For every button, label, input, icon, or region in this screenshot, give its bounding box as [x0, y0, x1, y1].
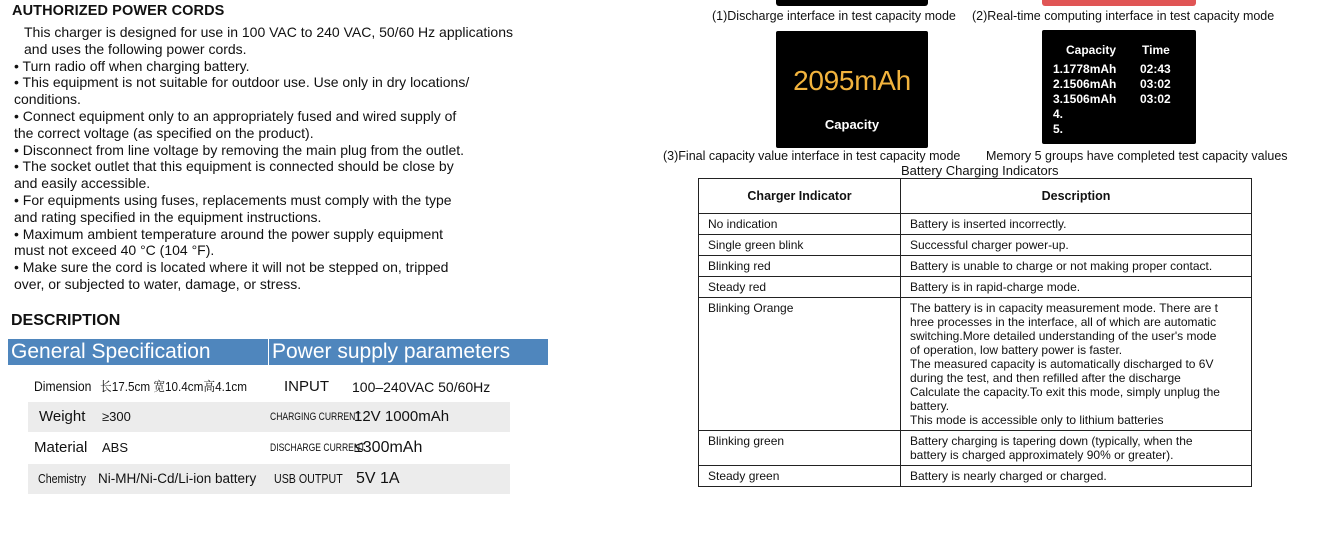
indicator-name: Steady red — [699, 277, 901, 298]
indicator-row — [699, 277, 1252, 298]
cords-bullet-line: and easily accessible. — [14, 175, 151, 192]
authorized-cords-title: AUTHORIZED POWER CORDS — [12, 3, 225, 19]
cords-bullet-line: over, or subjected to water, damage, or stress. — [14, 275, 302, 292]
memory-capacity-screen — [1042, 30, 1196, 144]
indicator-description — [901, 214, 1252, 235]
spec-key: Material — [34, 439, 88, 456]
memory-capacity-value: 2.1506mAh — [1053, 77, 1117, 91]
cords-intro-line: This charger is designed for use in 100 VAC to 240 VAC, 50/60 Hz applications — [24, 24, 513, 40]
power-value: ≤300mAh — [354, 439, 423, 456]
previous-screen-edge — [1042, 0, 1196, 6]
indicator-name: No indication — [699, 214, 901, 235]
spec-row — [28, 433, 510, 463]
power-key: DISCHARGE CURRENT — [270, 442, 366, 454]
power-value: 12V 1000mAh — [354, 408, 450, 425]
power-supply-header: Power supply parameters — [269, 339, 548, 365]
spec-row — [28, 402, 510, 432]
indicator-description-line: Battery is inserted incorrectly. — [910, 217, 1067, 231]
cords-bullet-line: • This equipment is not suitable for outdoor use. Use only in dry locations/ — [14, 74, 470, 91]
previous-screen-edge — [776, 0, 928, 6]
cords-bullet-line: must not exceed 40 °C (104 °F). — [14, 242, 215, 259]
capacity-interface-label: Memory 5 groups have completed test capacity values — [986, 149, 1288, 163]
description-title: DESCRIPTION — [11, 312, 121, 329]
general-specification-header: General Specification — [8, 339, 268, 365]
indicator-description-line: Battery is unable to charge or not making proper contact. — [910, 259, 1213, 273]
cords-bullet-line: • Make sure the cord is located where it will not be stepped on, tripped — [14, 259, 449, 276]
indicator-description — [901, 298, 1252, 431]
authorized-cords-body — [14, 24, 574, 293]
indicator-description-line: The measured capacity is automatically discharged to 6V — [910, 357, 1214, 371]
power-key: CHARGING CURRENT — [270, 411, 361, 423]
indicators-title: Battery Charging Indicators — [901, 163, 1059, 178]
cords-bullet-line: • Maximum ambient temperature around the power supply equipment — [14, 225, 444, 242]
indicator-description-line: battery is charged approximately 90% or greater). — [910, 448, 1174, 462]
indicator-description-line: battery. — [910, 399, 950, 413]
indicator-description-line: Calculate the capacity.To exit this mode, simply unplug the — [910, 385, 1220, 399]
spec-row — [28, 372, 510, 402]
spec-value: Ni-MH/Ni-Cd/Li-ion battery — [98, 471, 257, 486]
indicator-description — [901, 277, 1252, 298]
cords-bullet-line: the correct voltage (as specified on the product). — [14, 124, 314, 141]
final-capacity-screen — [776, 31, 928, 148]
indicator-description-line: of operation, low battery power is faster. — [910, 343, 1123, 357]
memory-capacity-value: 4. — [1053, 107, 1064, 121]
spec-value: ABS — [102, 440, 129, 455]
memory-time-value: 03:02 — [1140, 92, 1171, 106]
cords-intro-line: and uses the following power cords. — [24, 40, 247, 57]
indicator-name: Blinking Orange — [699, 298, 901, 431]
indicator-row — [699, 256, 1252, 277]
spec-value: 长17.5cm 宽10.4cm高4.1cm — [100, 379, 247, 394]
cords-bullet-line: conditions. — [14, 91, 81, 108]
memory-time-value: 03:02 — [1140, 77, 1171, 91]
indicators-table — [698, 178, 1252, 487]
indicator-row — [699, 235, 1252, 256]
indicator-description-line: Successful charger power-up. — [910, 238, 1069, 252]
indicator-description-line: during the test, and then refilled after the discharge — [910, 371, 1181, 385]
cords-bullet-line: • Connect equipment only to an appropriately fused and wired supply of — [14, 107, 457, 124]
memory-time-value: 02:43 — [1140, 62, 1171, 76]
spec-key: Chemistry — [38, 471, 86, 486]
indicator-description-line: switching.More detailed understanding of the user's mode — [910, 329, 1217, 343]
indicator-row — [699, 214, 1252, 235]
indicator-row — [699, 431, 1252, 466]
indicator-description-line: hree processes in the interface, all of which are automatic — [910, 315, 1217, 329]
indicator-description — [901, 235, 1252, 256]
indicator-name: Single green blink — [699, 235, 901, 256]
indicator-name: Blinking green — [699, 431, 901, 466]
power-value: 5V 1A — [356, 470, 400, 487]
spec-value: ≥300 — [102, 409, 131, 424]
power-key: USB OUTPUT — [274, 471, 343, 486]
indicator-description-line: This mode is accessible only to lithium batteries — [910, 413, 1164, 427]
memory-header-time: Time — [1142, 43, 1170, 57]
indicators-body — [699, 214, 1252, 487]
capacity-value: 2095mAh — [793, 65, 911, 96]
capacity-interface-label: (3)Final capacity value interface in test capacity mode — [663, 149, 961, 163]
memory-capacity-value: 5. — [1053, 122, 1064, 136]
cords-bullet-line: • Turn radio off when charging battery. — [14, 57, 250, 74]
cords-bullet-list — [14, 58, 574, 293]
column-header-indicator: Charger Indicator — [699, 179, 901, 214]
indicator-description — [901, 256, 1252, 277]
memory-capacity-value: 3.1506mAh — [1053, 92, 1117, 106]
memory-header-capacity: Capacity — [1066, 43, 1117, 57]
indicator-description-line: Battery charging is tapering down (typically, when the — [910, 434, 1193, 448]
spec-row — [28, 464, 510, 494]
cords-bullet-line: • Disconnect from line voltage by removing the main plug from the outlet. — [14, 141, 465, 158]
indicator-row — [699, 298, 1252, 431]
indicator-name: Steady green — [699, 466, 901, 487]
indicator-description-line: Battery is in rapid-charge mode. — [910, 280, 1081, 294]
spec-key: Dimension — [34, 379, 92, 394]
indicator-description-line: The battery is in capacity measurement mode. There are t — [910, 301, 1218, 315]
indicator-name: Blinking red — [699, 256, 901, 277]
capacity-caption: Capacity — [824, 117, 880, 132]
indicator-description — [901, 466, 1252, 487]
power-value: 100–240VAC 50/60Hz — [352, 379, 491, 395]
cords-bullet-line: • The socket outlet that this equipment is connected should be close by — [14, 158, 454, 175]
indicator-description-line: Battery is nearly charged or charged. — [910, 469, 1107, 483]
cords-bullet-line: • For equipments using fuses, replacements must comply with the type — [14, 191, 452, 208]
memory-capacity-value: 1.1778mAh — [1053, 62, 1117, 76]
cords-bullet-line: and rating specified in the equipment instructions. — [14, 208, 322, 225]
power-key: INPUT — [284, 378, 329, 395]
indicator-row — [699, 466, 1252, 487]
indicators-header-row — [699, 179, 1252, 214]
spec-key: Weight — [39, 408, 86, 425]
capacity-interface-label: (1)Discharge interface in test capacity mode — [712, 9, 956, 23]
column-header-description: Description — [901, 179, 1252, 214]
capacity-interface-label: (2)Real-time computing interface in test capacity mode — [972, 9, 1275, 23]
indicator-description — [901, 431, 1252, 466]
